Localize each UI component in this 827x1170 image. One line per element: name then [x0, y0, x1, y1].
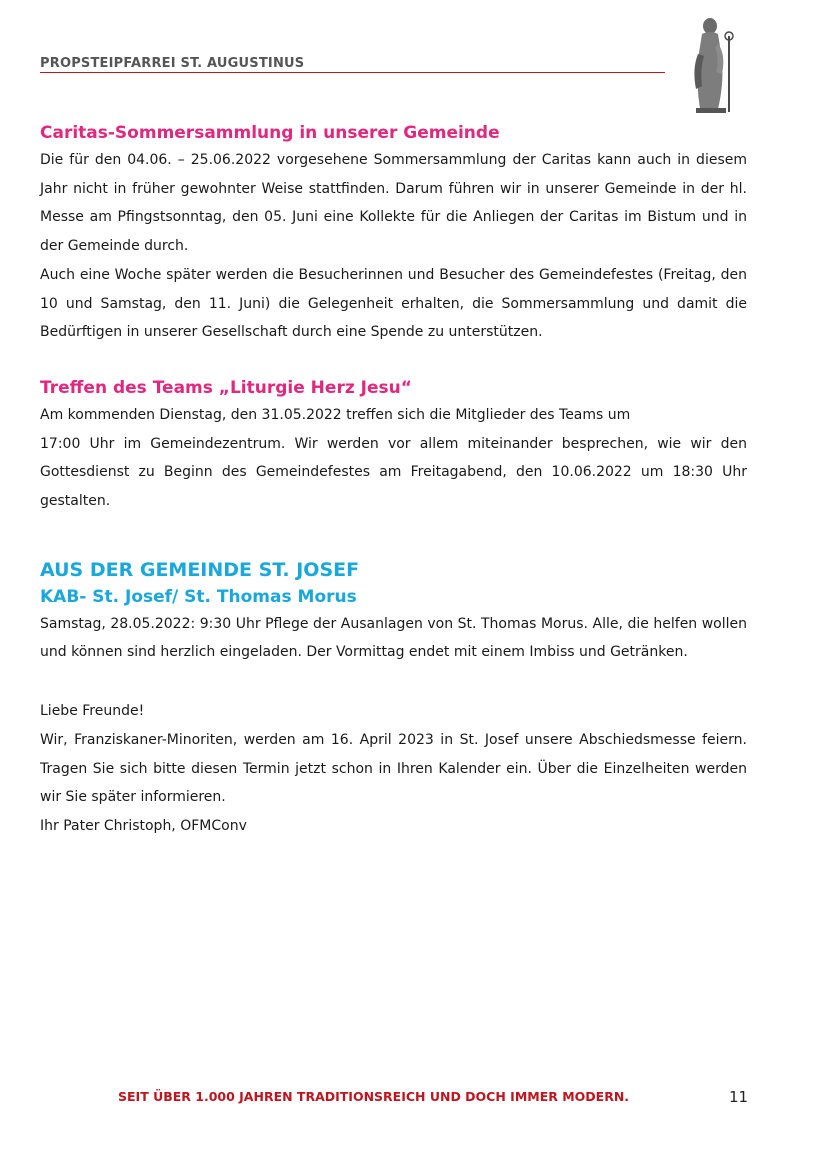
letter-signature: Ihr Pater Christoph, OFMConv	[40, 817, 247, 834]
saint-statue-icon	[688, 14, 740, 116]
page-number: 11	[729, 1088, 749, 1106]
header-divider	[40, 72, 665, 73]
kab-heading: KAB- St. Josef/ St. Thomas Morus	[40, 586, 357, 607]
kab-paragraph: Samstag, 28.05.2022: 9:30 Uhr Pflege der Ausanlagen von St. Thomas Morus. Alle, die helfen wollen und können sind herzlich eingeladen. Der Vormittag endet mit einem Imbiss und Getränken.	[40, 615, 747, 661]
caritas-paragraph-2: Auch eine Woche später werden die Besucherinnen und Besucher des Gemeindefestes (Freitag, den 10 und Samstag, den 11. Juni) die Gelegenheit erhalten, die Sommersammlung und damit die Bedürftigen in unserer Gesellschaft durch eine Spende zu unterstützen.	[40, 266, 747, 341]
letter-greeting: Liebe Freunde!	[40, 703, 145, 720]
liturgie-line-rest: 17:00 Uhr im Gemeindezentrum. Wir werden vor allem miteinander besprechen, wie wir den Gottesdienst zu Beginn des Gemeindefestes am Freitagabend, den 10.06.2022 um 18:30 Uhr gestalten.	[40, 435, 747, 510]
letter-paragraph: Wir, Franziskaner-Minoriten, werden am 16. April 2023 in St. Josef unsere Abschiedsmesse feiern. Tragen Sie sich bitte diesen Termin jetzt schon in Ihren Kalender ein. Über die Einzelheiten werden wir Sie später informieren.	[40, 731, 747, 806]
liturgie-paragraph	[40, 401, 747, 516]
liturgie-heading: Treffen des Teams „Liturgie Herz Jesu“	[40, 377, 412, 398]
footer-slogan: SEIT ÜBER 1.000 JAHREN TRADITIONSREICH UND DOCH IMMER MODERN.	[118, 1089, 630, 1104]
page-content	[40, 120, 747, 841]
liturgie-line-1: Am kommenden Dienstag, den 31.05.2022 treffen sich die Mitglieder des Teams um	[40, 406, 631, 423]
josef-section-heading: AUS DER GEMEINDE ST. JOSEF	[40, 558, 360, 581]
caritas-paragraph-1: Die für den 04.06. – 25.06.2022 vorgesehene Sommersammlung der Caritas kann auch in diesem Jahr nicht in früher gewohnter Weise stattfinden. Darum führen wir in unserer Gemeinde in der hl. Messe am Pfingstsonntag, den 05. Juni eine Kollekte für die Anliegen der Caritas im Bistum und in der Gemeinde durch.	[40, 152, 747, 255]
header-title: PROPSTEIPFARREI ST. AUGUSTINUS	[40, 56, 305, 71]
caritas-heading: Caritas-Sommersammlung in unserer Gemeinde	[40, 123, 500, 143]
